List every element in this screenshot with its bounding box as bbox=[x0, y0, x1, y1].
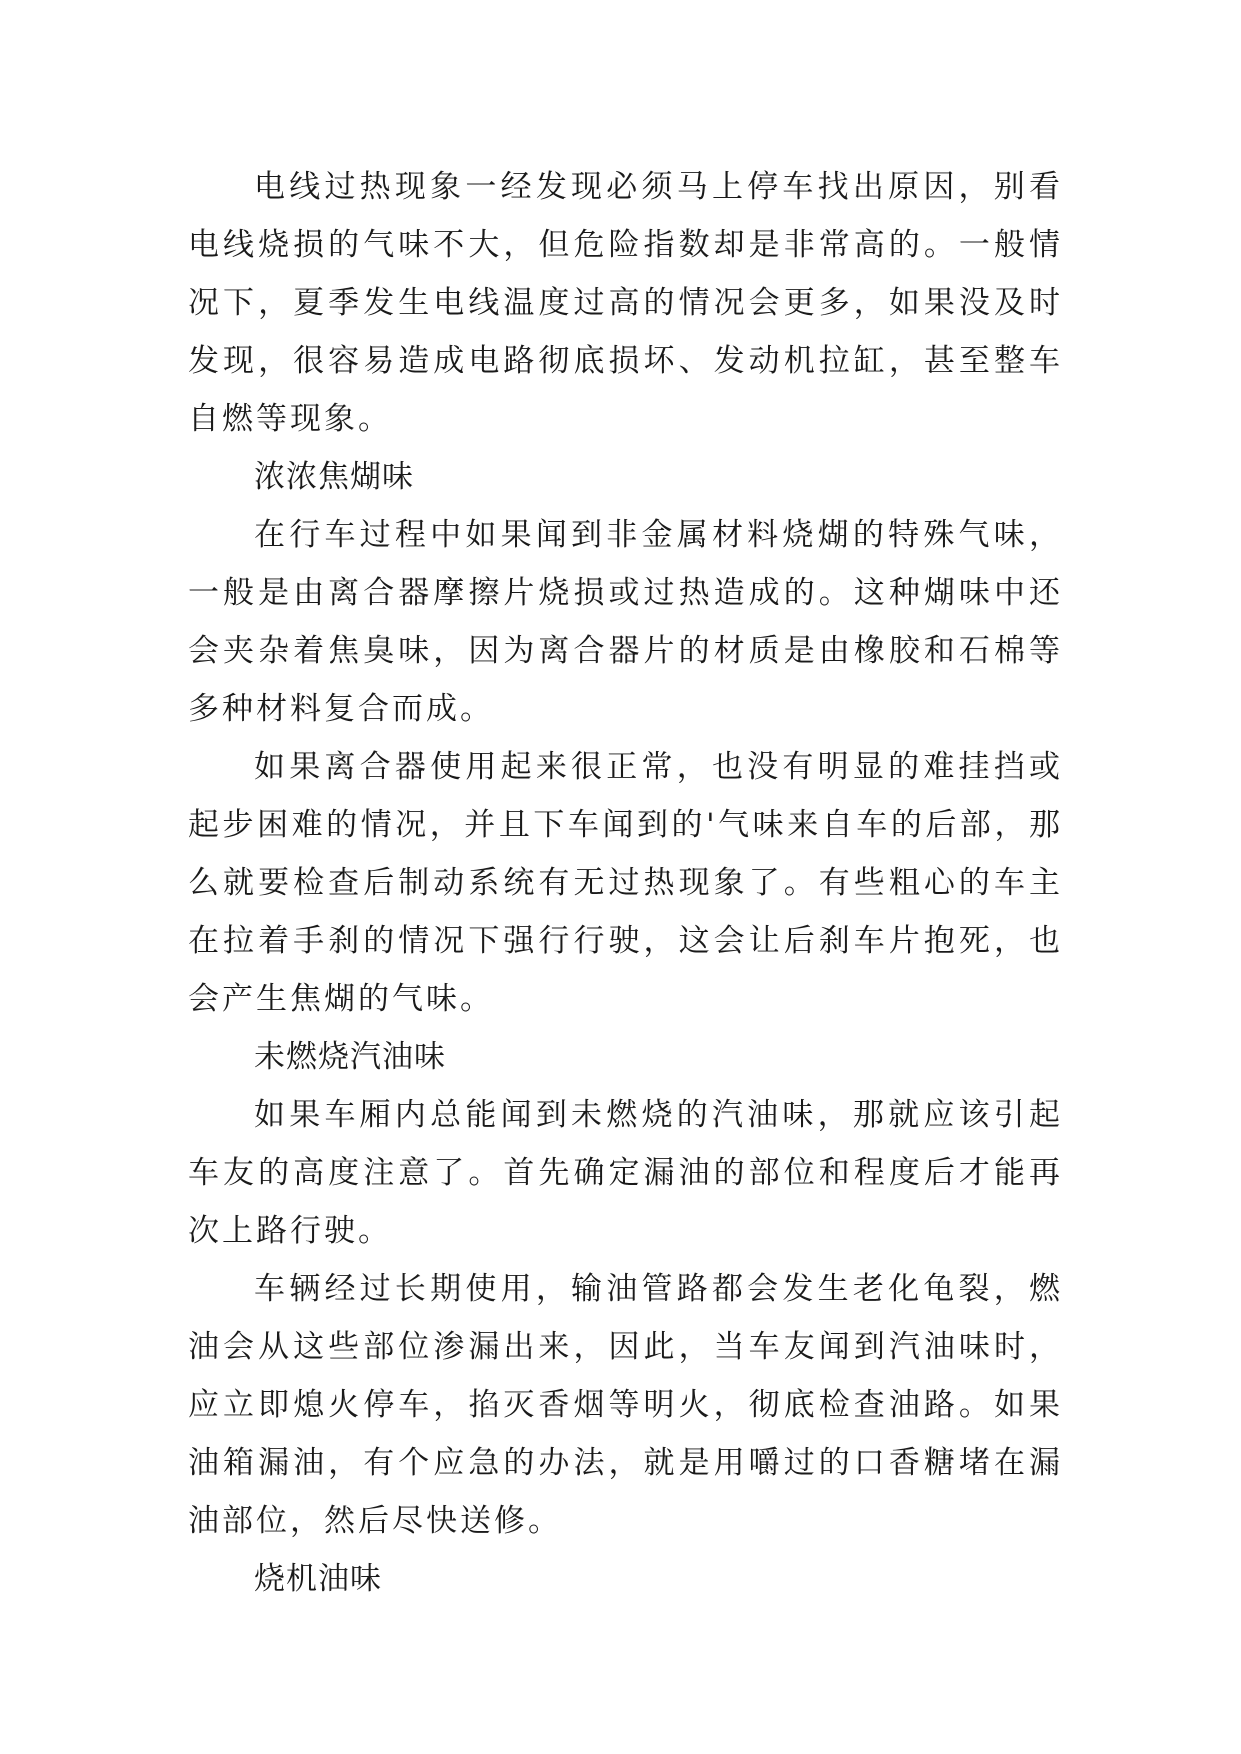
paragraph-wire-overheat: 电线过热现象一经发现必须马上停车找出原因，别看电线烧损的气味不大，但危险指数却是非常高的。一般情况下，夏季发生电线温度过高的情况会更多，如果没及时发现，很容易造成电路彻底损坏、发动机拉缸，甚至整车自燃等现象。 bbox=[188, 169, 1063, 437]
paragraph-rear-brake: 如果离合器使用起来很正常，也没有明显的难挂挡或起步困难的情况，并且下车闻到的'气味来自车的后部，那么就要检查后制动系统有无过热现象了。有些粗心的车主在拉着手刹的情况下强行行驶，这会让后刹车片抱死，也会产生焦煳的气味。 bbox=[188, 749, 1063, 1017]
paragraph-fuel-leak: 车辆经过长期使用，输油管路都会发生老化龟裂，燃油会从这些部位渗漏出来，因此，当车友闻到汽油味时，应立即熄火停车，掐灭香烟等明火，彻底检查油路。如果油箱漏油，有个应急的办法，就是用嚼过的口香糖堵在漏油部位，然后尽快送修。 bbox=[188, 1271, 1063, 1539]
paragraph-gasoline-smell: 如果车厢内总能闻到未燃烧的汽油味，那就应该引起车友的高度注意了。首先确定漏油的部位和程度后才能再次上路行驶。 bbox=[188, 1097, 1063, 1249]
paragraph-clutch-burning: 在行车过程中如果闻到非金属材料烧煳的特殊气味，一般是由离合器摩擦片烧损或过热造成的。这种煳味中还会夹杂着焦臭味，因为离合器片的材质是由橡胶和石棉等多种材料复合而成。 bbox=[188, 517, 1063, 727]
section-heading-unburnt-gasoline: 未燃烧汽油味 bbox=[254, 1039, 446, 1075]
section-heading-burnt-smell: 浓浓焦煳味 bbox=[254, 459, 414, 495]
section-heading-burning-oil: 烧机油味 bbox=[254, 1561, 382, 1597]
document-page bbox=[188, 158, 1063, 1608]
